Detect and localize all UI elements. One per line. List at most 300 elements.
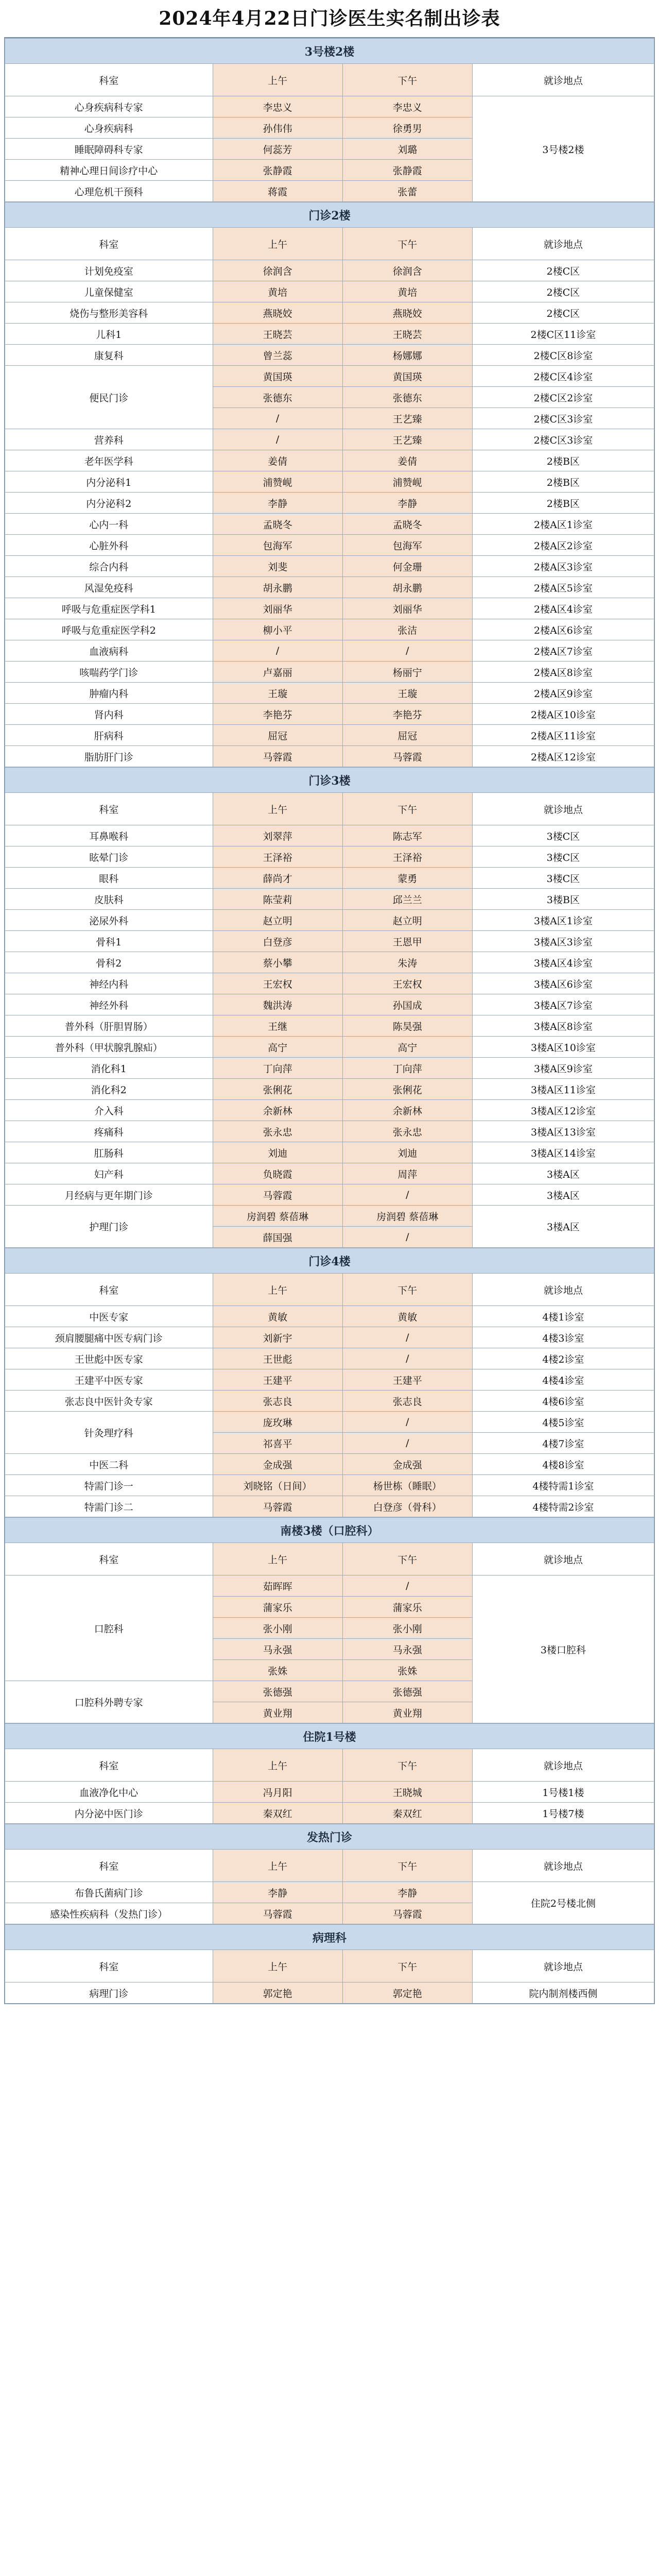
- afternoon-doctor-cell: 杨丽宁: [342, 662, 472, 683]
- afternoon-doctor-cell: 白登彦（骨科）: [342, 1496, 472, 1517]
- morning-doctor-cell: 李静: [213, 1882, 342, 1903]
- schedule-row: [5, 1327, 654, 1348]
- schedule-row: [5, 1803, 654, 1824]
- morning-doctor-cell: 金成强: [213, 1454, 342, 1475]
- location-cell: 3楼C区: [472, 868, 654, 889]
- department-cell: 烧伤与整形美容科: [5, 302, 213, 324]
- column-header-pm: 下午: [342, 64, 472, 96]
- schedule-row: [5, 1575, 654, 1597]
- afternoon-doctor-cell: 余新林: [342, 1100, 472, 1121]
- location-cell: 院内制剂楼西侧: [472, 1982, 654, 2004]
- department-cell: 颈肩腰腿痛中医专病门诊: [5, 1327, 213, 1348]
- morning-doctor-cell: 茹晖晖: [213, 1575, 342, 1597]
- schedule-row: [5, 1142, 654, 1163]
- location-cell: 2楼C区3诊室: [472, 429, 654, 450]
- column-header-loc: 就诊地点: [472, 793, 654, 825]
- schedule-row: [5, 366, 654, 387]
- afternoon-doctor-cell: 李静: [342, 1882, 472, 1903]
- morning-doctor-cell: 薛国强: [213, 1227, 342, 1248]
- section-title: 门诊4楼: [5, 1248, 654, 1274]
- department-cell: 中医二科: [5, 1454, 213, 1475]
- department-cell: 脂肪肝门诊: [5, 746, 213, 767]
- morning-doctor-cell: 徐润含: [213, 260, 342, 281]
- location-cell: 3楼C区: [472, 825, 654, 846]
- morning-doctor-cell: 庞玫琳: [213, 1412, 342, 1433]
- schedule-row: [5, 868, 654, 889]
- afternoon-doctor-cell: /: [342, 1184, 472, 1206]
- morning-doctor-cell: 蒋霞: [213, 181, 342, 202]
- column-header-pm: 下午: [342, 1950, 472, 1982]
- department-cell: 心内一科: [5, 514, 213, 535]
- schedule-row: [5, 846, 654, 868]
- location-cell: 2楼B区: [472, 493, 654, 514]
- location-cell: 2楼C区: [472, 260, 654, 281]
- location-cell: 2楼C区8诊室: [472, 345, 654, 366]
- morning-doctor-cell: 黄敏: [213, 1306, 342, 1327]
- morning-doctor-cell: 燕晓姣: [213, 302, 342, 324]
- morning-doctor-cell: 刘翠萍: [213, 825, 342, 846]
- afternoon-doctor-cell: 张永忠: [342, 1121, 472, 1142]
- afternoon-doctor-cell: 黄培: [342, 281, 472, 302]
- column-header-pm: 下午: [342, 1274, 472, 1306]
- schedule-row: [5, 1037, 654, 1058]
- afternoon-doctor-cell: 陈志军: [342, 825, 472, 846]
- department-cell: 神经外科: [5, 994, 213, 1015]
- morning-doctor-cell: 郭定艳: [213, 1982, 342, 2004]
- morning-doctor-cell: 张俐花: [213, 1079, 342, 1100]
- afternoon-doctor-cell: 张俐花: [342, 1079, 472, 1100]
- department-cell: 肛肠科: [5, 1142, 213, 1163]
- department-cell: 口腔科外聘专家: [5, 1681, 213, 1723]
- afternoon-doctor-cell: 王璇: [342, 683, 472, 704]
- location-cell: 3楼A区3诊室: [472, 931, 654, 952]
- location-cell: 3楼口腔科: [472, 1575, 654, 1723]
- location-cell: 4楼特需1诊室: [472, 1475, 654, 1496]
- column-header-loc: 就诊地点: [472, 1850, 654, 1882]
- column-header-dept: 科室: [5, 793, 213, 825]
- department-cell: 骨科2: [5, 952, 213, 973]
- location-cell: 3号楼2楼: [472, 96, 654, 202]
- column-header-loc: 就诊地点: [472, 228, 654, 260]
- department-cell: 病理门诊: [5, 1982, 213, 2004]
- morning-doctor-cell: 赵立明: [213, 910, 342, 931]
- schedule-row: [5, 1184, 654, 1206]
- department-cell: 眼科: [5, 868, 213, 889]
- section-table: [5, 1248, 654, 1517]
- morning-doctor-cell: 黄培: [213, 281, 342, 302]
- location-cell: 2楼B区: [472, 471, 654, 493]
- morning-doctor-cell: /: [213, 429, 342, 450]
- morning-doctor-cell: 马蓉霞: [213, 746, 342, 767]
- department-cell: 内分泌科2: [5, 493, 213, 514]
- department-cell: 肿瘤内科: [5, 683, 213, 704]
- column-header-loc: 就诊地点: [472, 1274, 654, 1306]
- location-cell: 4楼1诊室: [472, 1306, 654, 1327]
- location-cell: 2楼A区9诊室: [472, 683, 654, 704]
- location-cell: 4楼5诊室: [472, 1412, 654, 1433]
- location-cell: 3楼A区: [472, 1163, 654, 1184]
- department-cell: 风湿免疫科: [5, 577, 213, 598]
- department-cell: 儿科1: [5, 324, 213, 345]
- afternoon-doctor-cell: 高宁: [342, 1037, 472, 1058]
- section-table: [5, 1924, 654, 2004]
- afternoon-doctor-cell: 王艺臻: [342, 408, 472, 429]
- department-cell: 消化科1: [5, 1058, 213, 1079]
- column-header-loc: 就诊地点: [472, 64, 654, 96]
- column-header-am: 上午: [213, 1950, 342, 1982]
- morning-doctor-cell: 王世彪: [213, 1348, 342, 1369]
- schedule-row: [5, 640, 654, 662]
- location-cell: 3楼A区7诊室: [472, 994, 654, 1015]
- morning-doctor-cell: 祁喜平: [213, 1433, 342, 1454]
- morning-doctor-cell: 卢嘉丽: [213, 662, 342, 683]
- schedule-row: [5, 746, 654, 767]
- department-cell: 妇产科: [5, 1163, 213, 1184]
- afternoon-doctor-cell: 郭定艳: [342, 1982, 472, 2004]
- department-cell: 普外科（甲状腺乳腺疝）: [5, 1037, 213, 1058]
- schedule-row: [5, 1782, 654, 1803]
- schedule-sections: [4, 37, 655, 2004]
- afternoon-doctor-cell: 张德强: [342, 1681, 472, 1702]
- morning-doctor-cell: 丁向萍: [213, 1058, 342, 1079]
- afternoon-doctor-cell: 马蓉霞: [342, 1903, 472, 1924]
- morning-doctor-cell: 王继: [213, 1015, 342, 1037]
- afternoon-doctor-cell: 胡永鹏: [342, 577, 472, 598]
- afternoon-doctor-cell: 杨世栋（睡眠）: [342, 1475, 472, 1496]
- morning-doctor-cell: 高宁: [213, 1037, 342, 1058]
- afternoon-doctor-cell: 马蓉霞: [342, 746, 472, 767]
- afternoon-doctor-cell: 浦赞岘: [342, 471, 472, 493]
- morning-doctor-cell: /: [213, 408, 342, 429]
- location-cell: 2楼A区8诊室: [472, 662, 654, 683]
- afternoon-doctor-cell: 蒲家乐: [342, 1597, 472, 1618]
- schedule-row: [5, 1348, 654, 1369]
- location-cell: 3楼B区: [472, 889, 654, 910]
- location-cell: 3楼A区8诊室: [472, 1015, 654, 1037]
- schedule-row: [5, 725, 654, 746]
- afternoon-doctor-cell: 王艺臻: [342, 429, 472, 450]
- department-cell: 呼吸与危重症医学科1: [5, 598, 213, 619]
- department-cell: 睡眠障碍科专家: [5, 139, 213, 160]
- department-cell: 肾内科: [5, 704, 213, 725]
- section-table: [5, 1517, 654, 1723]
- department-cell: 精神心理日间诊疗中心: [5, 160, 213, 181]
- afternoon-doctor-cell: /: [342, 1348, 472, 1369]
- morning-doctor-cell: 浦赞岘: [213, 471, 342, 493]
- afternoon-doctor-cell: 马永强: [342, 1639, 472, 1660]
- afternoon-doctor-cell: 屈冠: [342, 725, 472, 746]
- schedule-row: [5, 429, 654, 450]
- column-header-pm: 下午: [342, 228, 472, 260]
- department-cell: 口腔科: [5, 1575, 213, 1681]
- department-cell: 内分泌科1: [5, 471, 213, 493]
- afternoon-doctor-cell: 王宏权: [342, 973, 472, 994]
- column-header-am: 上午: [213, 64, 342, 96]
- department-cell: 感染性疾病科（发热门诊）: [5, 1903, 213, 1924]
- afternoon-doctor-cell: /: [342, 1227, 472, 1248]
- department-cell: 内分泌中医门诊: [5, 1803, 213, 1824]
- morning-doctor-cell: 余新林: [213, 1100, 342, 1121]
- afternoon-doctor-cell: 黄国瑛: [342, 366, 472, 387]
- location-cell: 2楼A区4诊室: [472, 598, 654, 619]
- schedule-row: [5, 324, 654, 345]
- afternoon-doctor-cell: 黄敏: [342, 1306, 472, 1327]
- location-cell: 3楼A区13诊室: [472, 1121, 654, 1142]
- afternoon-doctor-cell: 刘丽华: [342, 598, 472, 619]
- afternoon-doctor-cell: /: [342, 640, 472, 662]
- morning-doctor-cell: 马蓉霞: [213, 1903, 342, 1924]
- department-cell: 眩晕门诊: [5, 846, 213, 868]
- column-header-am: 上午: [213, 228, 342, 260]
- morning-doctor-cell: 张静霞: [213, 160, 342, 181]
- department-cell: 针灸理疗科: [5, 1412, 213, 1454]
- morning-doctor-cell: 刘晓铭（日间）: [213, 1475, 342, 1496]
- schedule-row: [5, 1079, 654, 1100]
- morning-doctor-cell: 王泽裕: [213, 846, 342, 868]
- morning-doctor-cell: 张永忠: [213, 1121, 342, 1142]
- afternoon-doctor-cell: 杨娜娜: [342, 345, 472, 366]
- location-cell: 2楼B区: [472, 450, 654, 471]
- section-table: [5, 1723, 654, 1824]
- location-cell: 1号楼1楼: [472, 1782, 654, 1803]
- afternoon-doctor-cell: 刘璐: [342, 139, 472, 160]
- section-table: [5, 1824, 654, 1924]
- location-cell: 2楼A区2诊室: [472, 535, 654, 556]
- morning-doctor-cell: /: [213, 640, 342, 662]
- department-cell: 心身疾病科: [5, 117, 213, 139]
- column-header-dept: 科室: [5, 228, 213, 260]
- morning-doctor-cell: 黄国瑛: [213, 366, 342, 387]
- location-cell: 4楼8诊室: [472, 1454, 654, 1475]
- afternoon-doctor-cell: /: [342, 1575, 472, 1597]
- afternoon-doctor-cell: 李静: [342, 493, 472, 514]
- afternoon-doctor-cell: 周萍: [342, 1163, 472, 1184]
- morning-doctor-cell: 王晓芸: [213, 324, 342, 345]
- department-cell: 血液净化中心: [5, 1782, 213, 1803]
- location-cell: 2楼C区11诊室: [472, 324, 654, 345]
- department-cell: 王建平中医专家: [5, 1369, 213, 1391]
- schedule-row: [5, 1121, 654, 1142]
- morning-doctor-cell: 张德强: [213, 1681, 342, 1702]
- schedule-row: [5, 493, 654, 514]
- morning-doctor-cell: 柳小平: [213, 619, 342, 640]
- schedule-row: [5, 556, 654, 577]
- location-cell: 4楼特需2诊室: [472, 1496, 654, 1517]
- schedule-row: [5, 683, 654, 704]
- department-cell: 心脏外科: [5, 535, 213, 556]
- morning-doctor-cell: 孟晓冬: [213, 514, 342, 535]
- column-header-pm: 下午: [342, 1850, 472, 1882]
- location-cell: 3楼A区: [472, 1184, 654, 1206]
- morning-doctor-cell: 薛尚才: [213, 868, 342, 889]
- afternoon-doctor-cell: 包海军: [342, 535, 472, 556]
- location-cell: 2楼C区2诊室: [472, 387, 654, 408]
- afternoon-doctor-cell: 黄业翔: [342, 1702, 472, 1723]
- afternoon-doctor-cell: 张洁: [342, 619, 472, 640]
- morning-doctor-cell: 张德东: [213, 387, 342, 408]
- column-header-am: 上午: [213, 1543, 342, 1575]
- morning-doctor-cell: 蔡小攀: [213, 952, 342, 973]
- column-header-loc: 就诊地点: [472, 1543, 654, 1575]
- location-cell: 1号楼7楼: [472, 1803, 654, 1824]
- department-cell: 神经内科: [5, 973, 213, 994]
- schedule-row: [5, 577, 654, 598]
- schedule-row: [5, 1496, 654, 1517]
- department-cell: 月经病与更年期门诊: [5, 1184, 213, 1206]
- morning-doctor-cell: 孙伟伟: [213, 117, 342, 139]
- department-cell: 血液病科: [5, 640, 213, 662]
- morning-doctor-cell: 白登彦: [213, 931, 342, 952]
- morning-doctor-cell: 魏洪涛: [213, 994, 342, 1015]
- department-cell: 呼吸与危重症医学科2: [5, 619, 213, 640]
- column-header-am: 上午: [213, 793, 342, 825]
- morning-doctor-cell: 陈莹莉: [213, 889, 342, 910]
- location-cell: 3楼A区: [472, 1206, 654, 1248]
- afternoon-doctor-cell: 王恩甲: [342, 931, 472, 952]
- department-cell: 老年医学科: [5, 450, 213, 471]
- location-cell: 4楼4诊室: [472, 1369, 654, 1391]
- schedule-row: [5, 514, 654, 535]
- location-cell: 3楼A区9诊室: [472, 1058, 654, 1079]
- department-cell: 肝病科: [5, 725, 213, 746]
- schedule-row: [5, 535, 654, 556]
- location-cell: 2楼A区5诊室: [472, 577, 654, 598]
- afternoon-doctor-cell: 赵立明: [342, 910, 472, 931]
- schedule-row: [5, 1475, 654, 1496]
- afternoon-doctor-cell: /: [342, 1412, 472, 1433]
- afternoon-doctor-cell: 何金珊: [342, 556, 472, 577]
- afternoon-doctor-cell: 姜倩: [342, 450, 472, 471]
- column-header-am: 上午: [213, 1274, 342, 1306]
- section-title: 南楼3楼（口腔科）: [5, 1518, 654, 1543]
- section-title: 住院1号楼: [5, 1724, 654, 1749]
- department-cell: 骨科1: [5, 931, 213, 952]
- morning-doctor-cell: 房润碧 蔡蓓琳: [213, 1206, 342, 1227]
- morning-doctor-cell: 马蓉霞: [213, 1184, 342, 1206]
- department-cell: 心理危机干预科: [5, 181, 213, 202]
- location-cell: 2楼A区1诊室: [472, 514, 654, 535]
- department-cell: 普外科（肝胆胃肠）: [5, 1015, 213, 1037]
- afternoon-doctor-cell: /: [342, 1433, 472, 1454]
- schedule-row: [5, 1982, 654, 2004]
- morning-doctor-cell: 姜倩: [213, 450, 342, 471]
- department-cell: 计划免疫室: [5, 260, 213, 281]
- afternoon-doctor-cell: 蒙勇: [342, 868, 472, 889]
- department-cell: 介入科: [5, 1100, 213, 1121]
- department-cell: 康复科: [5, 345, 213, 366]
- location-cell: 3楼A区6诊室: [472, 973, 654, 994]
- schedule-row: [5, 450, 654, 471]
- location-cell: 3楼A区4诊室: [472, 952, 654, 973]
- department-cell: 营养科: [5, 429, 213, 450]
- schedule-row: [5, 1391, 654, 1412]
- morning-doctor-cell: 张姝: [213, 1660, 342, 1681]
- schedule-row: [5, 994, 654, 1015]
- section-title: 3号楼2楼: [5, 39, 654, 64]
- morning-doctor-cell: 刘新宇: [213, 1327, 342, 1348]
- schedule-row: [5, 825, 654, 846]
- section-title: 门诊3楼: [5, 768, 654, 793]
- column-header-loc: 就诊地点: [472, 1749, 654, 1782]
- department-cell: 中医专家: [5, 1306, 213, 1327]
- column-header-am: 上午: [213, 1850, 342, 1882]
- column-header-dept: 科室: [5, 1274, 213, 1306]
- morning-doctor-cell: 曾兰蕊: [213, 345, 342, 366]
- section-title: 病理科: [5, 1925, 654, 1950]
- afternoon-doctor-cell: 刘迪: [342, 1142, 472, 1163]
- department-cell: 特需门诊一: [5, 1475, 213, 1496]
- afternoon-doctor-cell: 朱涛: [342, 952, 472, 973]
- afternoon-doctor-cell: 徐润含: [342, 260, 472, 281]
- location-cell: 2楼A区7诊室: [472, 640, 654, 662]
- location-cell: 住院2号楼北侧: [472, 1882, 654, 1924]
- schedule-row: [5, 619, 654, 640]
- department-cell: 便民门诊: [5, 366, 213, 429]
- section-table: [5, 767, 654, 1248]
- afternoon-doctor-cell: 王晓城: [342, 1782, 472, 1803]
- location-cell: 2楼A区3诊室: [472, 556, 654, 577]
- location-cell: 3楼A区11诊室: [472, 1079, 654, 1100]
- page-title: 2024年4月22日门诊医生实名制出诊表: [159, 8, 500, 29]
- department-cell: 泌尿外科: [5, 910, 213, 931]
- column-header-pm: 下午: [342, 1749, 472, 1782]
- schedule-row: [5, 1163, 654, 1184]
- column-header-pm: 下午: [342, 1543, 472, 1575]
- department-cell: 特需门诊二: [5, 1496, 213, 1517]
- department-cell: 布鲁氏菌病门诊: [5, 1882, 213, 1903]
- morning-doctor-cell: 秦双红: [213, 1803, 342, 1824]
- location-cell: 2楼A区6诊室: [472, 619, 654, 640]
- morning-doctor-cell: 刘迪: [213, 1142, 342, 1163]
- morning-doctor-cell: 黄业翔: [213, 1702, 342, 1723]
- schedule-row: [5, 662, 654, 683]
- morning-doctor-cell: 包海军: [213, 535, 342, 556]
- morning-doctor-cell: 冯月阳: [213, 1782, 342, 1803]
- afternoon-doctor-cell: 王建平: [342, 1369, 472, 1391]
- schedule-row: [5, 973, 654, 994]
- location-cell: 2楼A区12诊室: [472, 746, 654, 767]
- schedule-row: [5, 345, 654, 366]
- schedule-row: [5, 471, 654, 493]
- afternoon-doctor-cell: 孟晓冬: [342, 514, 472, 535]
- afternoon-doctor-cell: /: [342, 1327, 472, 1348]
- department-cell: 综合内科: [5, 556, 213, 577]
- location-cell: 2楼A区10诊室: [472, 704, 654, 725]
- location-cell: 4楼2诊室: [472, 1348, 654, 1369]
- department-cell: 护理门诊: [5, 1206, 213, 1248]
- schedule-row: [5, 1454, 654, 1475]
- morning-doctor-cell: 张小刚: [213, 1618, 342, 1639]
- department-cell: 皮肤科: [5, 889, 213, 910]
- morning-doctor-cell: 屈冠: [213, 725, 342, 746]
- schedule-row: [5, 260, 654, 281]
- department-cell: 消化科2: [5, 1079, 213, 1100]
- morning-doctor-cell: 李忠义: [213, 96, 342, 117]
- morning-doctor-cell: 马蓉霞: [213, 1496, 342, 1517]
- schedule-row: [5, 598, 654, 619]
- location-cell: 4楼6诊室: [472, 1391, 654, 1412]
- afternoon-doctor-cell: 秦双红: [342, 1803, 472, 1824]
- morning-doctor-cell: 负晓霞: [213, 1163, 342, 1184]
- morning-doctor-cell: 马永强: [213, 1639, 342, 1660]
- location-cell: 2楼C区: [472, 281, 654, 302]
- morning-doctor-cell: 蒲家乐: [213, 1597, 342, 1618]
- afternoon-doctor-cell: 徐勇男: [342, 117, 472, 139]
- afternoon-doctor-cell: 燕晓姣: [342, 302, 472, 324]
- morning-doctor-cell: 王宏权: [213, 973, 342, 994]
- location-cell: 3楼C区: [472, 846, 654, 868]
- schedule-row: [5, 1412, 654, 1433]
